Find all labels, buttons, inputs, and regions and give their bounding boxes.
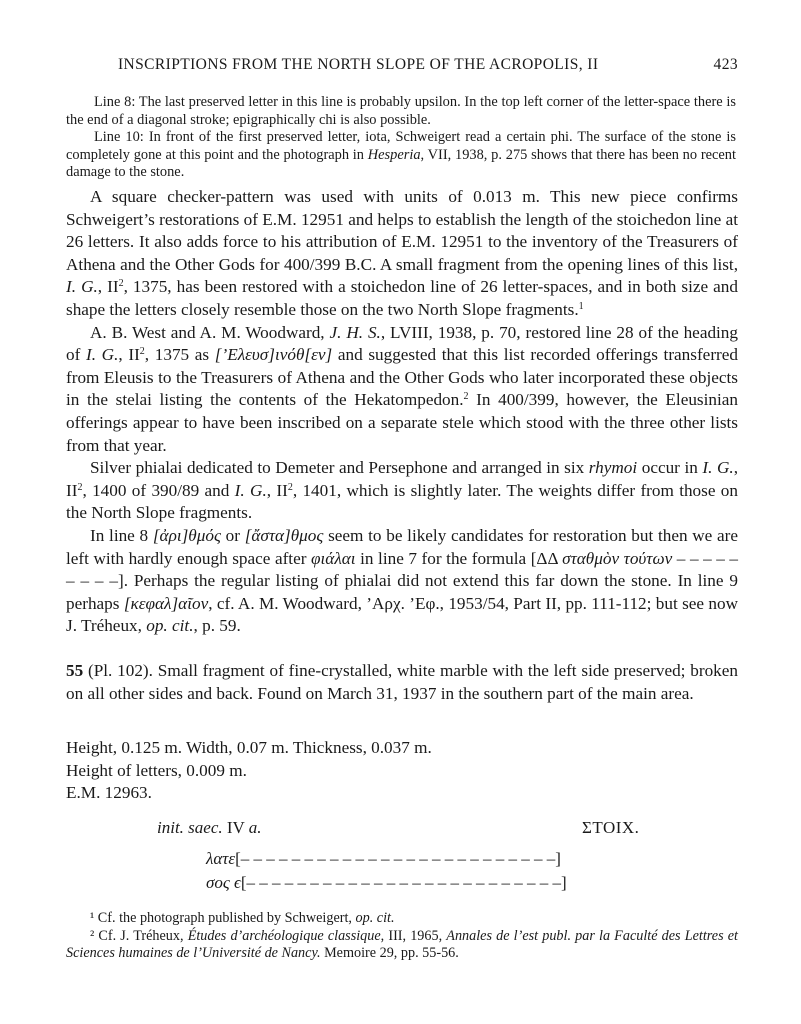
inscription-line-1: λατε[– – – – – – – – – – – – – – – – – – – – – – – – –] <box>206 849 561 868</box>
footnote-ref-2: 2 <box>463 391 469 403</box>
paragraph-silver-phialai: Silver phialai dedicated to Demeter and Persephone and arranged in six rhymoi occur in I. G., $II^2$, 1400 of 390/89 and I. G., $II^2$, 1401, which is slightly later. The weights differ from those on the North Slope fragments. <box>66 458 738 523</box>
line-notes <box>66 94 736 182</box>
note-line-8: Line 8: The last preserved letter in this line is probably upsilon. In the top left corner of the letter-space there is the end of a diagonal stroke; epigraphically chi is also possible. <box>66 94 736 128</box>
paragraph-line-8-restoration: In line 8 [ἀρι]θμός or [ἄστα]θμος seem to be likely candidates for restoration but then we are left with hardly enough space after φιάλαι in line 7 for the formula [ΔΔ σταθμὸν τούτων – – – – – – – – –]. Perhaps the regular listing of phialai did not extend this far down the stone. In line 9 perhaps [κεφαλ]αῖον, cf. A. M. Woodward, ’Αρχ. ’Εφ., 1953/54, Part II, pp. 111-112; but see now J. Tréheux, op. cit., p. 59. <box>66 525 739 636</box>
dimensions-size: Height, 0.125 m. Width, 0.07 m. Thickness, 0.037 m. <box>66 738 432 757</box>
paragraph-west-woodward: A. B. West and A. M. Woodward, J. H. S., LVIII, 1938, p. 70, restored line 28 of the heading of I. G., $II^2$, 1375 as [’Ελευσ]ινόθ[εν] and suggested that this list recorded offerings transferred from Eleusis to the Treasurers of Athena and the Other Gods who later incorporated these objects in the stelai listing the contents of the Hekatompedon.$^2$ In 400/399, however, the Eleusinian offerings appear to have been inscribed on a separate stele which stood with the three other lists from that year. <box>66 322 738 455</box>
running-title: INSCRIPTIONS FROM THE NORTH SLOPE OF THE ACROPOLIS, II <box>118 56 599 73</box>
commentary <box>66 186 738 638</box>
footnote-ref-1: 1 <box>578 300 584 312</box>
dimensions <box>66 737 432 805</box>
entry-number: 55 <box>66 661 84 680</box>
dimensions-letters: Height of letters, 0.009 m. <box>66 760 247 780</box>
entry-description: (Pl. 102). Small fragment of fine-crystalled, white marble with the left side preserved; broken on all other sides and back. Found on March 31, 1937 in the southern part of the main area. <box>66 661 738 703</box>
entry-55 <box>66 660 738 705</box>
footnote-1: ¹ Cf. the photograph published by Schweigert, op. cit. <box>90 910 395 926</box>
page-number: 423 <box>713 56 738 73</box>
stoichedon-label: ΣΤΟΙΧ. <box>582 818 640 837</box>
footnotes <box>66 910 738 963</box>
inscription-date: init. saec. IV a. <box>157 818 262 837</box>
inscription-line-2: σος ϵ[– – – – – – – – – – – – – – – – – – – – – – – – –] <box>206 873 567 892</box>
paragraph-checker-pattern: A square checker-pattern was used with units of 0.013 m. This new piece confirms Schweigert’s restorations of E.M. 12951 and helps to establish the length of the stoichedon line at 26 letters. It also adds force to his attribution of E.M. 12951 to the inventory of the Treasurers of Athena and the Other Gods for 400/399 B.C. A small fragment from the opening lines of this list, I. G., $II^2$, 1375, has been restored with a stoichedon line of 26 letter-spaces, and in both size and shape the letters closely resemble those on the two North Slope fragments.$^1$ <box>66 187 738 319</box>
museum-number: E.M. 12963. <box>66 783 152 803</box>
footnote-2: ² Cf. J. Tréheux, Études d’archéologique classique, III, 1965, Annales de l’est publ. par la Faculté des Lettres et Sciences humaines de l’Université de Nancy. Memoire 29, pp. 55-56. <box>66 927 738 961</box>
note-line-10: Line 10: In front of the first preserved letter, iota, Schweigert read a certain phi. The surface of the stone is completely gone at this point and the photograph in Hesperia, VII, 1938, p. 275 shows that there has been no recent damage to the stone. <box>66 129 736 180</box>
